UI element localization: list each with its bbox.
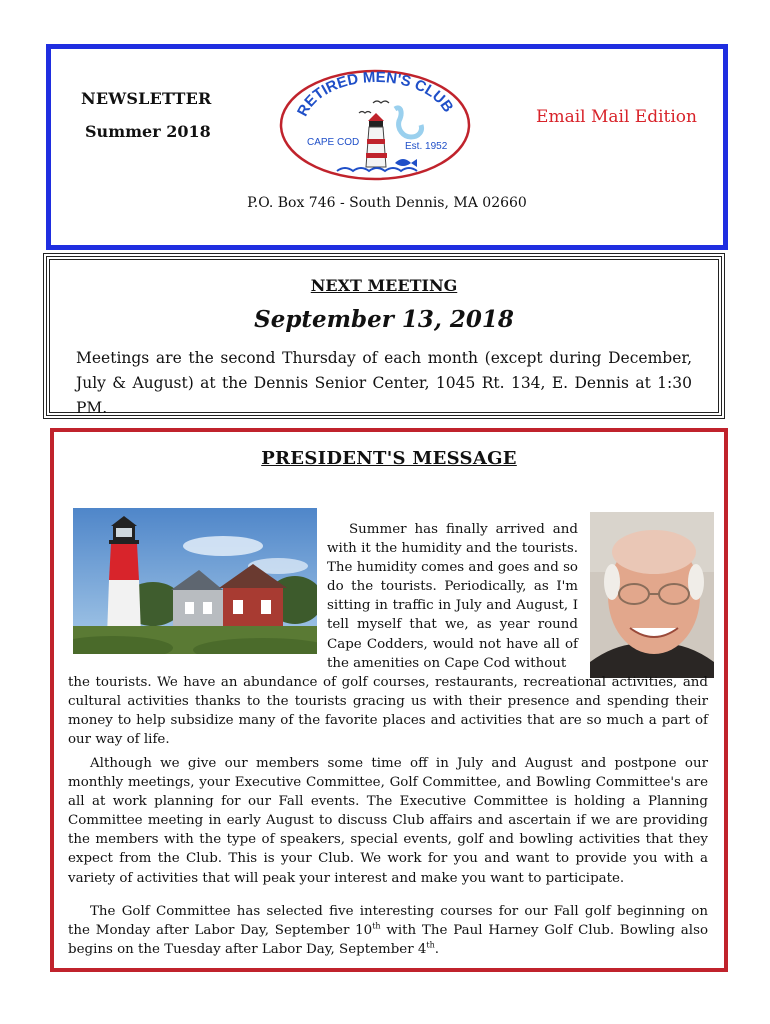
next-meeting-date: September 13, 2018 <box>254 306 514 333</box>
edition-label: Email Mail Edition <box>536 107 697 127</box>
mailing-address: P.O. Box 746 - South Dennis, MA 02660 <box>247 195 527 211</box>
club-logo <box>277 67 473 181</box>
logo-right-text: Est. 1952 <box>405 141 448 152</box>
next-meeting-box <box>46 256 722 416</box>
president-paragraph-1-continued: the tourists. We have an abundance of golf courses, restaurants, recreational activities, and cultural activities thanks to the tourists gracing us with their presence and spending their money to help subsidize many of the favorite places and activities that are so much a part of our way of life. <box>68 675 708 748</box>
newsletter-title: NEWSLETTER <box>81 89 212 108</box>
president-paragraph-1-column: Summer has finally arrived and with it the humidity and the tourists. The humidity comes and goes and so do the tourists. Periodically, as I'm sitting in traffic in July and August, I tell myself that we, as year round Cape Codders, would not have all of the amenities on Cape Cod without <box>327 522 578 671</box>
newsletter-season: Summer 2018 <box>85 122 211 141</box>
newsletter-header <box>46 44 728 250</box>
next-meeting-heading: NEXT MEETING <box>310 276 458 295</box>
president-portrait-photo <box>590 512 714 678</box>
presidents-message-box <box>50 428 728 972</box>
ordinal-suffix: th <box>372 921 381 931</box>
paragraph-3-part-b: with The Paul Harney Golf Club. Bowling also begins on the Tuesday after Labor Day, September 4 <box>68 923 709 958</box>
meeting-schedule-text: Meetings are the second Thursday of each month (except during December, July & August) at the Dennis Senior Center, 1045 Rt. 134, E. Dennis at 1:30 PM. <box>76 349 692 417</box>
ordinal-suffix: th <box>426 940 435 950</box>
logo-arc-text: RETIRED MEN'S CLUB <box>294 68 457 120</box>
paragraph-3-part-a: The Golf Committee has selected five interesting courses for our Fall golf beginning on the Monday after Labor Day, September 10 <box>68 904 708 939</box>
presidents-message-heading: PRESIDENT'S MESSAGE <box>261 448 517 469</box>
president-paragraph-2: Although we give our members some time off in July and August and postpone our monthly meetings, your Executive Committee, Golf Committee, and Bowling Committee's are all at work planning for our Fall events. The Executive Committee is holding a Planning Committee meeting in early August to discuss Club affairs and ascertain if we are providing the members with the type of speakers, special events, golf and bowling activities that they expect from the Club. This is your Club. We work for you and want to provide you with a variety of activities that will peak your interest and make you want to participate. <box>68 756 708 886</box>
paragraph-3-part-c: . <box>434 942 440 958</box>
logo-left-text: CAPE COD <box>307 137 360 148</box>
lighthouse-photo <box>73 508 317 654</box>
president-paragraph-3 <box>68 902 708 959</box>
